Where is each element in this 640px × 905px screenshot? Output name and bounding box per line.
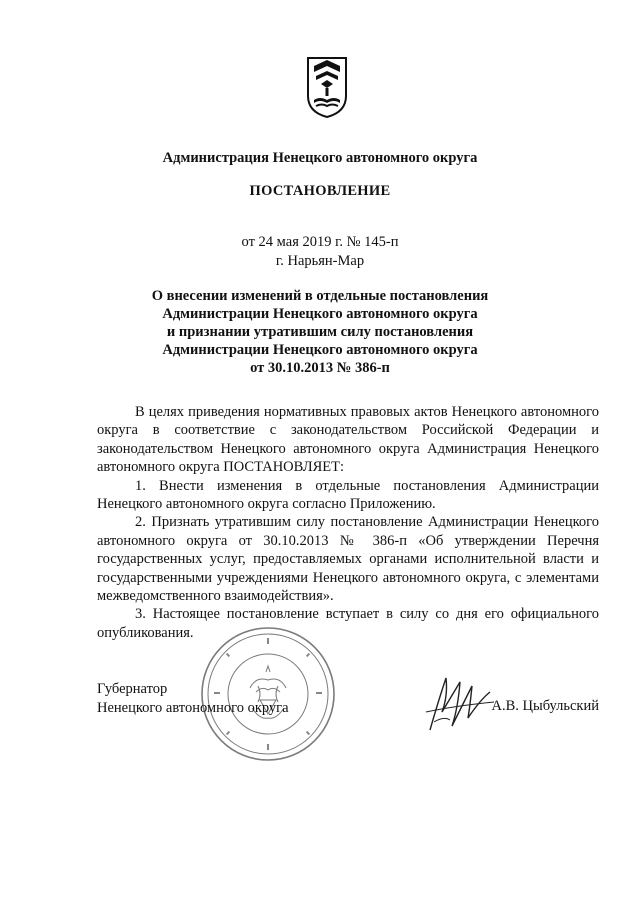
signatory-title: [97, 680, 289, 717]
date-number: от 24 мая 2019 г. № 145-п: [241, 234, 399, 250]
signatory-name: А.В. Цыбульский: [491, 698, 599, 714]
subject-line: и признании утратившим силу постановления: [166, 324, 474, 340]
document-body: [97, 403, 599, 642]
subject-line: Администрации Ненецкого автономного округа: [162, 342, 478, 358]
signatory-title-line: Губернатор: [97, 681, 168, 697]
item-1-paragraph: 1. Внести изменения в отдельные постановления Администрации Ненецкого автономного округа согласно Приложению.: [97, 477, 599, 513]
org-name: Администрация Ненецкого автономного округа: [162, 150, 478, 166]
subject-line: от 30.10.2013 № 386-п: [250, 360, 390, 376]
subject-line: Администрации Ненецкого автономного округа: [162, 306, 478, 322]
city: г. Нарьян-Мар: [275, 253, 365, 269]
stamp-text: [0, 0, 1, 1]
preamble-paragraph: В целях приведения нормативных правовых актов Ненецкого автономного округа в соответствие с законодательством Российской Федерации и законодательством Ненецкого автономного округа Администрация Ненецкого автономного округа ПОСТАНОВЛЯЕТ:: [97, 404, 599, 476]
document-subject: [0, 287, 640, 377]
coat-of-arms-icon: [306, 56, 348, 118]
item-3-paragraph: 3. Настоящее постановление вступает в силу со дня его официального опубликования.: [97, 606, 599, 641]
signatory-title-line: Ненецкого автономного округа: [97, 699, 289, 716]
handwritten-signature-icon: [424, 672, 496, 734]
document-type: ПОСТАНОВЛЕНИЕ: [249, 183, 391, 199]
item-2-paragraph: 2. Признать утратившим силу постановление Администрации Ненецкого автономного округа от 30.10.2013 № 386-п «Об утверждении Перечня государственных услуг, предоставляемых органами исполнительной власти и государственными учреждениями Ненецкого автономного округа, с элементами межведомственного взаимодействия».: [97, 514, 599, 605]
subject-line: О внесении изменений в отдельные постановления: [151, 288, 489, 304]
